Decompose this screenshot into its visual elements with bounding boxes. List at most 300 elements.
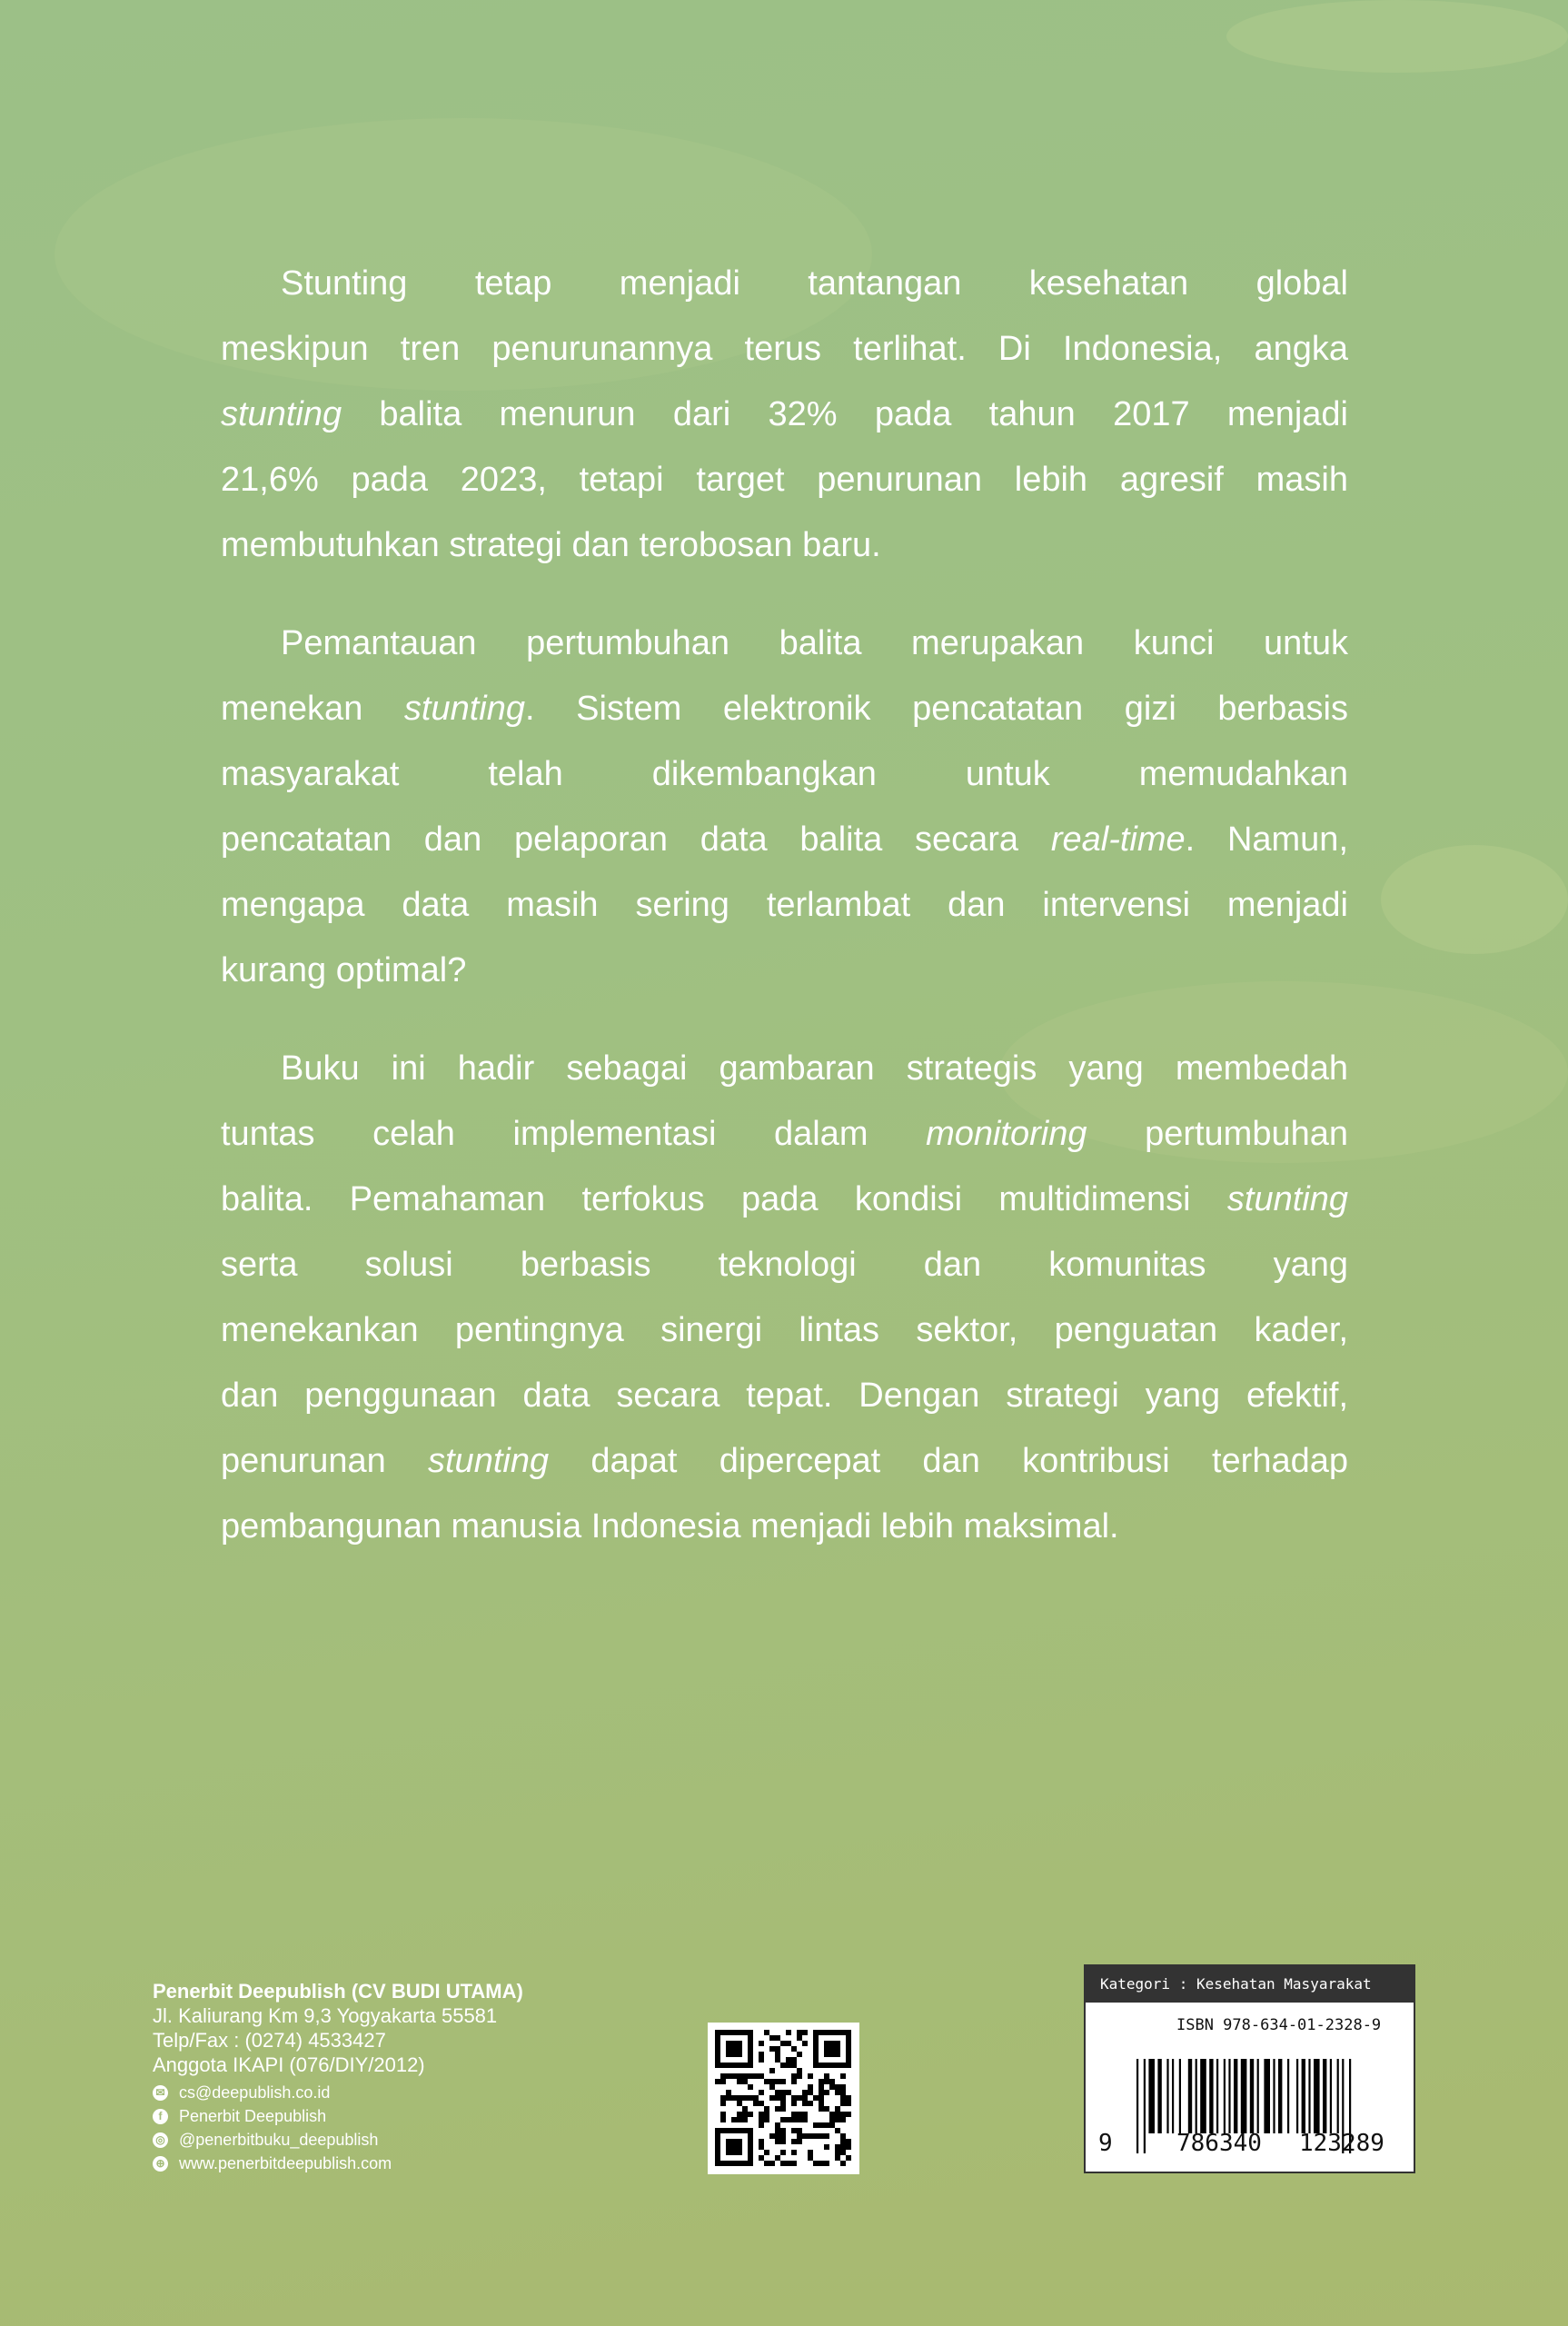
qr-module bbox=[753, 2095, 759, 2101]
cloud-decoration bbox=[1381, 845, 1568, 954]
contact-text: cs@deepublish.co.id bbox=[179, 2083, 331, 2102]
qr-module bbox=[813, 2052, 819, 2057]
qr-module bbox=[846, 2057, 851, 2063]
publisher-ikapi: Anggota IKAPI (076/DIY/2012) bbox=[153, 2053, 425, 2076]
qr-module bbox=[824, 2122, 829, 2128]
qr-module bbox=[726, 2063, 731, 2068]
text-segment: meskipun tren penurunannya terus terlihat. Di Indonesia, angka bbox=[221, 330, 1348, 368]
qr-module bbox=[791, 2161, 797, 2166]
qr-module bbox=[840, 2063, 846, 2068]
qr-module bbox=[846, 2041, 851, 2046]
italic-term: stunting bbox=[1226, 1180, 1348, 1218]
blurb-line bbox=[221, 382, 1348, 447]
qr-module bbox=[840, 2133, 846, 2139]
qr-module bbox=[835, 2084, 840, 2090]
text-segment: dan penggunaan data secara tepat. Dengan strategi yang efektif, bbox=[221, 1377, 1348, 1415]
blurb-line bbox=[221, 676, 1348, 741]
contact-item bbox=[153, 2104, 523, 2128]
qr-module bbox=[819, 2161, 824, 2166]
qr-module bbox=[748, 2046, 753, 2052]
qr-module bbox=[742, 2030, 748, 2035]
qr-module bbox=[764, 2161, 769, 2166]
qr-module bbox=[726, 2161, 731, 2166]
qr-module bbox=[791, 2046, 797, 2052]
qr-module bbox=[720, 2117, 726, 2122]
blurb-line bbox=[221, 251, 1348, 316]
qr-module bbox=[829, 2112, 835, 2117]
qr-module bbox=[764, 2112, 769, 2117]
category-label: Kategori : Kesehatan Masyarakat bbox=[1086, 1966, 1414, 2003]
italic-term: stunting bbox=[403, 690, 526, 728]
text-segment: pertumbuhan bbox=[1087, 1115, 1349, 1153]
qr-module bbox=[759, 2041, 764, 2046]
qr-module bbox=[775, 2133, 780, 2139]
qr-module bbox=[829, 2063, 835, 2068]
qr-module bbox=[846, 2035, 851, 2041]
qr-module bbox=[759, 2073, 764, 2079]
qr-module bbox=[802, 2117, 808, 2122]
qr-module bbox=[835, 2144, 840, 2150]
qr-module bbox=[737, 2052, 742, 2057]
instagram-icon: ◎ bbox=[153, 2132, 168, 2148]
back-cover-blurb bbox=[221, 251, 1348, 1592]
qr-module bbox=[720, 2101, 726, 2106]
blurb-line bbox=[221, 1101, 1348, 1167]
qr-module bbox=[840, 2030, 846, 2035]
qr-module bbox=[791, 2095, 797, 2101]
qr-module bbox=[797, 2030, 802, 2035]
text-segment: serta solusi berbasis teknologi dan komunitas yang bbox=[221, 1246, 1348, 1284]
qr-module bbox=[748, 2139, 753, 2144]
blurb-paragraph bbox=[221, 611, 1348, 1003]
qr-module bbox=[846, 2030, 851, 2035]
italic-term: real-time bbox=[1050, 820, 1186, 859]
facebook-icon: f bbox=[153, 2109, 168, 2124]
qr-module bbox=[813, 2030, 819, 2035]
qr-module bbox=[786, 2041, 791, 2046]
qr-module bbox=[737, 2150, 742, 2155]
qr-module bbox=[715, 2128, 720, 2133]
qr-module bbox=[715, 2063, 720, 2068]
barcode-bar bbox=[1257, 2059, 1259, 2133]
qr-module bbox=[835, 2150, 840, 2155]
text-segment: pembangunan manusia Indonesia menjadi lebih maksimal. bbox=[221, 1507, 1119, 1546]
qr-module bbox=[786, 2117, 791, 2122]
qr-module bbox=[813, 2122, 819, 2128]
qr-module bbox=[791, 2073, 797, 2079]
qr-module bbox=[802, 2133, 808, 2139]
qr-module bbox=[715, 2046, 720, 2052]
qr-module bbox=[780, 2095, 786, 2101]
qr-module bbox=[715, 2041, 720, 2046]
text-segment: Buku ini hadir sebagai gambaran strategis yang membedah bbox=[281, 1049, 1348, 1088]
qr-module bbox=[797, 2095, 802, 2101]
qr-module bbox=[737, 2041, 742, 2046]
qr-module bbox=[737, 2063, 742, 2068]
qr-module bbox=[802, 2041, 808, 2046]
qr-module bbox=[791, 2150, 797, 2155]
qr-module bbox=[835, 2128, 840, 2133]
text-segment: . Namun, bbox=[1185, 820, 1348, 859]
qr-module bbox=[742, 2161, 748, 2166]
qr-module bbox=[840, 2073, 846, 2079]
qr-module bbox=[835, 2112, 840, 2117]
qr-module bbox=[748, 2150, 753, 2155]
qr-module bbox=[731, 2139, 737, 2144]
qr-module bbox=[824, 2090, 829, 2095]
text-segment: penurunan bbox=[221, 1442, 428, 1480]
qr-module bbox=[846, 2112, 851, 2117]
qr-module bbox=[775, 2155, 780, 2161]
blurb-line bbox=[221, 741, 1348, 807]
blurb-line bbox=[221, 938, 1348, 1003]
qr-module bbox=[720, 2079, 726, 2084]
qr-module bbox=[780, 2106, 786, 2112]
blurb-line bbox=[221, 1232, 1348, 1297]
barcode-bar bbox=[1241, 2059, 1247, 2133]
contact-item bbox=[153, 2128, 523, 2152]
qr-module bbox=[819, 2122, 824, 2128]
qr-module bbox=[764, 2079, 769, 2084]
blurb-line bbox=[221, 1167, 1348, 1232]
qr-module bbox=[720, 2112, 726, 2117]
contact-text: www.penerbitdeepublish.com bbox=[179, 2154, 392, 2172]
qr-module bbox=[731, 2046, 737, 2052]
qr-module bbox=[840, 2117, 846, 2122]
qr-module bbox=[808, 2155, 813, 2161]
qr-module bbox=[824, 2144, 829, 2150]
qr-module bbox=[769, 2035, 775, 2041]
qr-module bbox=[775, 2046, 780, 2052]
qr-module bbox=[742, 2095, 748, 2101]
qr-module bbox=[780, 2161, 786, 2166]
barcode-bar bbox=[1179, 2059, 1181, 2133]
blurb-line bbox=[221, 447, 1348, 512]
isbn-barcode-box bbox=[1084, 1964, 1415, 2173]
qr-module bbox=[835, 2046, 840, 2052]
qr-module bbox=[791, 2057, 797, 2063]
qr-module bbox=[791, 2101, 797, 2106]
qr-module bbox=[835, 2090, 840, 2095]
barcode-bar bbox=[1224, 2059, 1226, 2133]
text-segment: pencatatan dan pelaporan data balita secara bbox=[221, 820, 1051, 859]
qr-module bbox=[797, 2139, 802, 2144]
qr-module bbox=[769, 2046, 775, 2052]
qr-module bbox=[775, 2095, 780, 2101]
qr-module bbox=[726, 2030, 731, 2035]
qr-module bbox=[764, 2150, 769, 2155]
qr-module bbox=[835, 2117, 840, 2122]
qr-module bbox=[759, 2122, 764, 2128]
qr-module bbox=[769, 2095, 775, 2101]
qr-module bbox=[775, 2122, 780, 2128]
qr-module bbox=[715, 2139, 720, 2144]
qr-module bbox=[769, 2084, 775, 2090]
qr-module bbox=[780, 2090, 786, 2095]
qr-module bbox=[759, 2144, 764, 2150]
qr-module bbox=[748, 2112, 753, 2117]
qr-module bbox=[797, 2068, 802, 2073]
contact-text: Penerbit Deepublish bbox=[179, 2107, 327, 2125]
text-segment: menekankan pentingnya sinergi lintas sektor, penguatan kader, bbox=[221, 1311, 1348, 1349]
qr-module bbox=[786, 2161, 791, 2166]
qr-module bbox=[840, 2084, 846, 2090]
qr-module bbox=[846, 2101, 851, 2106]
qr-module bbox=[840, 2150, 846, 2155]
qr-module bbox=[824, 2073, 829, 2079]
qr-code[interactable] bbox=[708, 2023, 859, 2174]
qr-module bbox=[764, 2117, 769, 2122]
barcode-bar bbox=[1228, 2059, 1230, 2133]
qr-module bbox=[780, 2101, 786, 2106]
barcode-bar bbox=[1273, 2059, 1275, 2133]
blurb-line bbox=[221, 1428, 1348, 1494]
qr-module bbox=[824, 2052, 829, 2057]
qr-module bbox=[802, 2112, 808, 2117]
qr-module bbox=[731, 2150, 737, 2155]
blurb-line bbox=[221, 1297, 1348, 1363]
qr-module bbox=[813, 2133, 819, 2139]
qr-module bbox=[791, 2079, 797, 2084]
qr-module bbox=[797, 2035, 802, 2041]
qr-module bbox=[748, 2052, 753, 2057]
qr-module bbox=[742, 2128, 748, 2133]
barcode-bar bbox=[1278, 2059, 1282, 2133]
qr-module bbox=[835, 2106, 840, 2112]
qr-module bbox=[808, 2073, 813, 2079]
qr-module bbox=[835, 2155, 840, 2161]
qr-module bbox=[769, 2068, 775, 2073]
qr-module bbox=[715, 2150, 720, 2155]
qr-module bbox=[715, 2079, 720, 2084]
qr-module bbox=[824, 2046, 829, 2052]
qr-module bbox=[748, 2030, 753, 2035]
qr-module bbox=[813, 2161, 819, 2166]
qr-module bbox=[824, 2030, 829, 2035]
qr-module bbox=[829, 2084, 835, 2090]
qr-module bbox=[775, 2079, 780, 2084]
qr-module bbox=[840, 2144, 846, 2150]
barcode-bar bbox=[1250, 2059, 1254, 2133]
qr-module bbox=[780, 2150, 786, 2155]
qr-module bbox=[813, 2046, 819, 2052]
qr-module bbox=[808, 2084, 813, 2090]
qr-module bbox=[748, 2155, 753, 2161]
qr-module bbox=[748, 2057, 753, 2063]
qr-module bbox=[786, 2063, 791, 2068]
italic-term: stunting bbox=[428, 1442, 550, 1480]
qr-module bbox=[775, 2052, 780, 2057]
qr-module bbox=[802, 2095, 808, 2101]
qr-module bbox=[840, 2139, 846, 2144]
qr-module bbox=[715, 2057, 720, 2063]
qr-module bbox=[748, 2041, 753, 2046]
qr-module bbox=[720, 2095, 726, 2101]
qr-module bbox=[742, 2063, 748, 2068]
qr-module bbox=[808, 2101, 813, 2106]
cloud-decoration bbox=[1226, 0, 1568, 73]
qr-module bbox=[797, 2073, 802, 2079]
qr-module bbox=[753, 2101, 759, 2106]
qr-module bbox=[748, 2035, 753, 2041]
qr-module bbox=[731, 2063, 737, 2068]
qr-module bbox=[737, 2139, 742, 2144]
qr-module bbox=[780, 2063, 786, 2068]
publisher-contacts bbox=[153, 2081, 523, 2175]
qr-module bbox=[819, 2084, 824, 2090]
qr-module bbox=[846, 2155, 851, 2161]
blurb-line bbox=[221, 1363, 1348, 1428]
qr-module bbox=[819, 2063, 824, 2068]
qr-module bbox=[819, 2106, 824, 2112]
qr-module bbox=[720, 2063, 726, 2068]
qr-module bbox=[726, 2128, 731, 2133]
text-segment: dapat dipercepat dan kontribusi terhadap bbox=[549, 1442, 1348, 1480]
qr-module bbox=[737, 2030, 742, 2035]
qr-module bbox=[775, 2128, 780, 2133]
qr-module bbox=[819, 2030, 824, 2035]
qr-module bbox=[846, 2052, 851, 2057]
qr-module bbox=[731, 2144, 737, 2150]
qr-module bbox=[775, 2139, 780, 2144]
qr-module bbox=[819, 2079, 824, 2084]
qr-module bbox=[846, 2046, 851, 2052]
qr-module bbox=[780, 2041, 786, 2046]
qr-module bbox=[835, 2063, 840, 2068]
qr-module bbox=[715, 2161, 720, 2166]
qr-module bbox=[829, 2052, 835, 2057]
qr-module bbox=[731, 2095, 737, 2101]
qr-module bbox=[835, 2041, 840, 2046]
qr-module bbox=[840, 2161, 846, 2166]
barcode-bar bbox=[1296, 2059, 1298, 2133]
qr-module bbox=[791, 2128, 797, 2133]
qr-module bbox=[726, 2150, 731, 2155]
qr-module bbox=[748, 2133, 753, 2139]
italic-term: stunting bbox=[221, 395, 342, 433]
qr-module bbox=[797, 2117, 802, 2122]
qr-module bbox=[824, 2106, 829, 2112]
isbn-number: ISBN 978-634-01-2328-9 bbox=[1176, 2016, 1382, 2034]
qr-module bbox=[737, 2073, 742, 2079]
qr-module bbox=[819, 2101, 824, 2106]
qr-module bbox=[759, 2139, 764, 2144]
barcode-bar bbox=[1302, 2059, 1305, 2133]
blurb-line bbox=[221, 611, 1348, 676]
qr-module bbox=[759, 2112, 764, 2117]
qr-module bbox=[753, 2073, 759, 2079]
barcode-bar bbox=[1337, 2059, 1339, 2133]
qr-module bbox=[737, 2128, 742, 2133]
qr-module bbox=[731, 2052, 737, 2057]
contact-text: @penerbitbuku_deepublish bbox=[179, 2131, 379, 2149]
barcode-bar bbox=[1148, 2059, 1155, 2133]
qr-module bbox=[791, 2063, 797, 2068]
qr-module bbox=[764, 2030, 769, 2035]
qr-module bbox=[769, 2161, 775, 2166]
qr-module bbox=[824, 2079, 829, 2084]
qr-module bbox=[813, 2035, 819, 2041]
qr-module bbox=[829, 2030, 835, 2035]
qr-module bbox=[759, 2057, 764, 2063]
barcode-bar bbox=[1209, 2059, 1213, 2133]
text-segment: mengapa data masih sering terlambat dan intervensi menjadi bbox=[221, 886, 1348, 924]
qr-module bbox=[731, 2041, 737, 2046]
qr-module bbox=[731, 2128, 737, 2133]
barcode-bar bbox=[1157, 2059, 1161, 2133]
barcode-bar bbox=[1196, 2059, 1197, 2133]
qr-module bbox=[748, 2095, 753, 2101]
qr-module bbox=[769, 2133, 775, 2139]
qr-module bbox=[742, 2117, 748, 2122]
qr-module bbox=[720, 2128, 726, 2133]
qr-module bbox=[824, 2133, 829, 2139]
qr-module bbox=[737, 2095, 742, 2101]
barcode-bar bbox=[1216, 2059, 1218, 2133]
contact-item bbox=[153, 2152, 523, 2175]
barcode-bar bbox=[1234, 2059, 1237, 2133]
qr-module bbox=[715, 2155, 720, 2161]
qr-module bbox=[829, 2041, 835, 2046]
qr-module bbox=[731, 2030, 737, 2035]
qr-module bbox=[726, 2046, 731, 2052]
blurb-line bbox=[221, 1036, 1348, 1101]
qr-module bbox=[840, 2095, 846, 2101]
qr-module bbox=[775, 2035, 780, 2041]
qr-module bbox=[737, 2117, 742, 2122]
qr-module bbox=[720, 2073, 726, 2079]
qr-module bbox=[726, 2052, 731, 2057]
publisher-info bbox=[153, 1979, 523, 2175]
qr-module bbox=[846, 2095, 851, 2101]
qr-module bbox=[846, 2139, 851, 2144]
blurb-paragraph bbox=[221, 1036, 1348, 1559]
text-segment: balita menurun dari 32% pada tahun 2017 menjadi bbox=[342, 395, 1348, 433]
text-segment: Pemantauan pertumbuhan balita merupakan kunci untuk bbox=[281, 624, 1348, 662]
qr-module bbox=[797, 2133, 802, 2139]
qr-module bbox=[813, 2057, 819, 2063]
qr-module bbox=[748, 2073, 753, 2079]
qr-module bbox=[791, 2112, 797, 2117]
qr-module bbox=[726, 2090, 731, 2095]
qr-module bbox=[840, 2112, 846, 2117]
qr-module bbox=[813, 2063, 819, 2068]
qr-module bbox=[808, 2150, 813, 2155]
qr-module bbox=[737, 2161, 742, 2166]
qr-module bbox=[802, 2030, 808, 2035]
qr-module bbox=[791, 2117, 797, 2122]
barcode-bar bbox=[1188, 2059, 1192, 2133]
qr-module bbox=[720, 2030, 726, 2035]
qr-module bbox=[780, 2128, 786, 2133]
barcode-bar bbox=[1314, 2059, 1320, 2133]
qr-module bbox=[726, 2095, 731, 2101]
qr-module bbox=[808, 2133, 813, 2139]
publisher-address: Jl. Kaliurang Km 9,3 Yogyakarta 55581 bbox=[153, 2004, 498, 2027]
barcode-digits-right: 123289 bbox=[1299, 2130, 1384, 2157]
publisher-phone: Telp/Fax : (0274) 4533427 bbox=[153, 2029, 386, 2052]
barcode-bar bbox=[1144, 2059, 1146, 2153]
barcode-bar bbox=[1200, 2059, 1206, 2133]
barcode-bar bbox=[1172, 2059, 1174, 2133]
qr-module bbox=[835, 2052, 840, 2057]
email-icon: ✉ bbox=[153, 2085, 168, 2101]
blurb-line bbox=[221, 872, 1348, 938]
qr-module bbox=[819, 2090, 824, 2095]
globe-icon: ⊕ bbox=[153, 2156, 168, 2172]
qr-module bbox=[786, 2030, 791, 2035]
qr-module bbox=[840, 2101, 846, 2106]
